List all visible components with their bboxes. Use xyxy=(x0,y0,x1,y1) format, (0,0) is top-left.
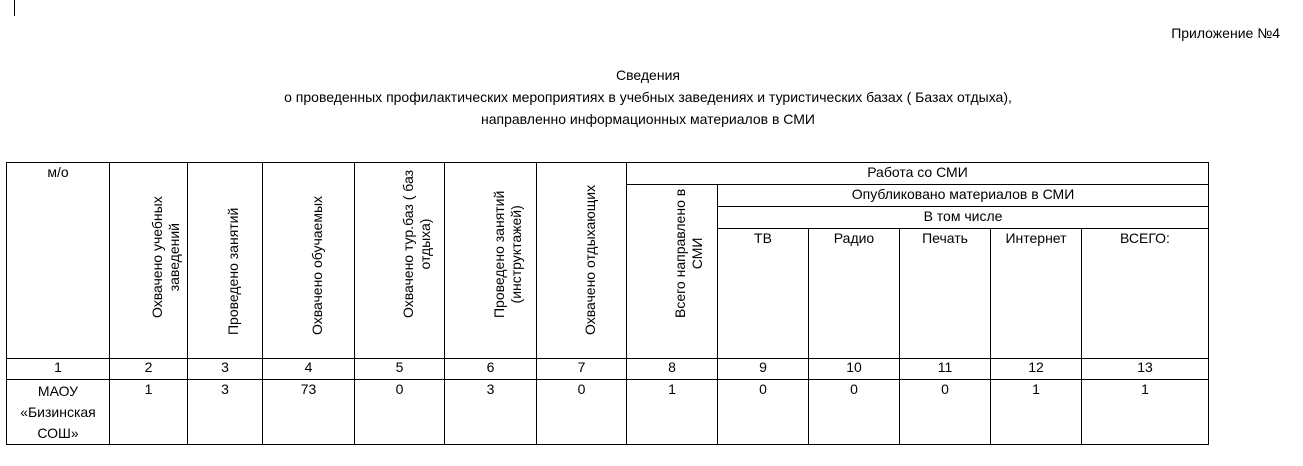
header-briefings-text xyxy=(491,191,525,318)
column-number: 7 xyxy=(537,359,627,380)
value-text: 1 xyxy=(1032,381,1040,397)
value-tv xyxy=(718,380,809,445)
header-covered-institutions-l2: заведений xyxy=(165,223,182,292)
column-number: 9 xyxy=(718,359,809,380)
header-tourbases-l1: Охвачено тур.баз ( баз xyxy=(399,170,416,318)
value-briefings xyxy=(445,380,537,445)
column-number: 5 xyxy=(355,359,445,380)
title-line-1: Сведения xyxy=(616,67,680,83)
header-total-label: ВСЕГО: xyxy=(1120,230,1170,246)
header-covered-institutions-text xyxy=(149,196,183,318)
header-group-published-label: Опубликовано материалов в СМИ xyxy=(851,186,1075,202)
value-internet xyxy=(991,380,1082,445)
report-table xyxy=(6,162,1209,445)
header-print xyxy=(900,229,991,359)
header-print-label: Печать xyxy=(922,230,968,246)
appendix-label: Приложение №4 xyxy=(1171,25,1280,41)
header-vacationers xyxy=(537,163,627,359)
header-briefings-l2: (инструктажей) xyxy=(507,205,524,304)
header-total-sent-text xyxy=(672,189,706,318)
header-briefings xyxy=(445,163,537,359)
value-lessons-held xyxy=(188,380,263,445)
value-students-covered xyxy=(263,380,355,445)
header-students-covered-label: Охвачено обучаемых xyxy=(308,195,325,335)
org-name-l3: СОШ» xyxy=(37,425,79,441)
value-text: 73 xyxy=(300,381,317,397)
column-number: 11 xyxy=(900,359,991,380)
header-total-sent xyxy=(627,185,718,359)
text-cursor xyxy=(14,0,15,16)
column-number: 2 xyxy=(110,359,188,380)
title-line-2: о проведенных профилактических мероприятиях в учебных заведениях и туристических базах ( Базах отдыха), xyxy=(284,89,1012,105)
header-mo-label: м/о xyxy=(47,164,69,180)
value-radio xyxy=(809,380,900,445)
document-title xyxy=(0,64,1296,130)
column-number: 3 xyxy=(188,359,263,380)
org-name-l2: «Бизинская xyxy=(20,404,96,420)
org-cell xyxy=(7,380,110,445)
header-lessons-held-label: Проведено занятий xyxy=(225,207,241,335)
column-number-row xyxy=(7,359,1209,380)
title-line-3: направленно информационных материалов в СМИ xyxy=(481,111,815,127)
header-total-sent-l2: СМИ xyxy=(689,237,705,270)
header-radio xyxy=(809,229,900,359)
value-text: 0 xyxy=(759,381,767,397)
org-name-l1: МАОУ xyxy=(37,383,79,399)
value-text: 0 xyxy=(395,381,404,397)
header-tv-label: ТВ xyxy=(754,230,772,246)
header-group-media-label: Работа со СМИ xyxy=(867,164,968,180)
header-tourbases-text xyxy=(400,170,434,318)
value-text: 0 xyxy=(850,381,858,397)
header-lessons-held-text xyxy=(225,208,242,335)
value-text: 1 xyxy=(1141,381,1149,397)
header-tourbases xyxy=(355,163,445,359)
value-text: 1 xyxy=(144,381,153,397)
header-internet-label: Интернет xyxy=(1005,230,1067,246)
column-number: 1 xyxy=(7,359,110,380)
value-text: 1 xyxy=(668,381,676,397)
header-group-including-label: В том числе xyxy=(923,208,1003,224)
column-number: 8 xyxy=(627,359,718,380)
table-row xyxy=(7,380,1209,445)
header-students-covered xyxy=(263,163,355,359)
header-internet xyxy=(991,229,1082,359)
header-tv xyxy=(718,229,809,359)
header-total-sent-l1: Всего направлено в xyxy=(672,188,688,318)
header-group-including xyxy=(718,207,1209,229)
header-vacationers-text xyxy=(582,185,599,335)
column-number: 13 xyxy=(1082,359,1209,380)
header-group-published xyxy=(718,185,1209,207)
header-total xyxy=(1082,229,1209,359)
value-tourbases xyxy=(355,380,445,445)
header-briefings-l1: Проведено занятий xyxy=(490,190,507,318)
value-text: 0 xyxy=(577,381,586,397)
value-covered-institutions xyxy=(110,380,188,445)
header-group-media xyxy=(627,163,1209,185)
column-number: 6 xyxy=(445,359,537,380)
header-vacationers-label: Охвачено отдыхающих xyxy=(581,184,598,335)
value-text: 3 xyxy=(221,381,229,397)
header-covered-institutions xyxy=(110,163,188,359)
header-lessons-held xyxy=(188,163,263,359)
header-covered-institutions-l1: Охвачено учебных xyxy=(148,196,165,318)
value-text: 3 xyxy=(486,381,495,397)
column-number: 12 xyxy=(991,359,1082,380)
column-number: 10 xyxy=(809,359,900,380)
header-tourbases-l2: отдыха) xyxy=(416,218,433,270)
column-number: 4 xyxy=(263,359,355,380)
value-total xyxy=(1082,380,1209,445)
header-radio-label: Радио xyxy=(833,230,875,246)
header-mo xyxy=(7,163,110,359)
value-text: 0 xyxy=(941,381,949,397)
value-total-sent xyxy=(627,380,718,445)
value-print xyxy=(900,380,991,445)
value-vacationers xyxy=(537,380,627,445)
header-students-covered-text xyxy=(309,196,326,335)
